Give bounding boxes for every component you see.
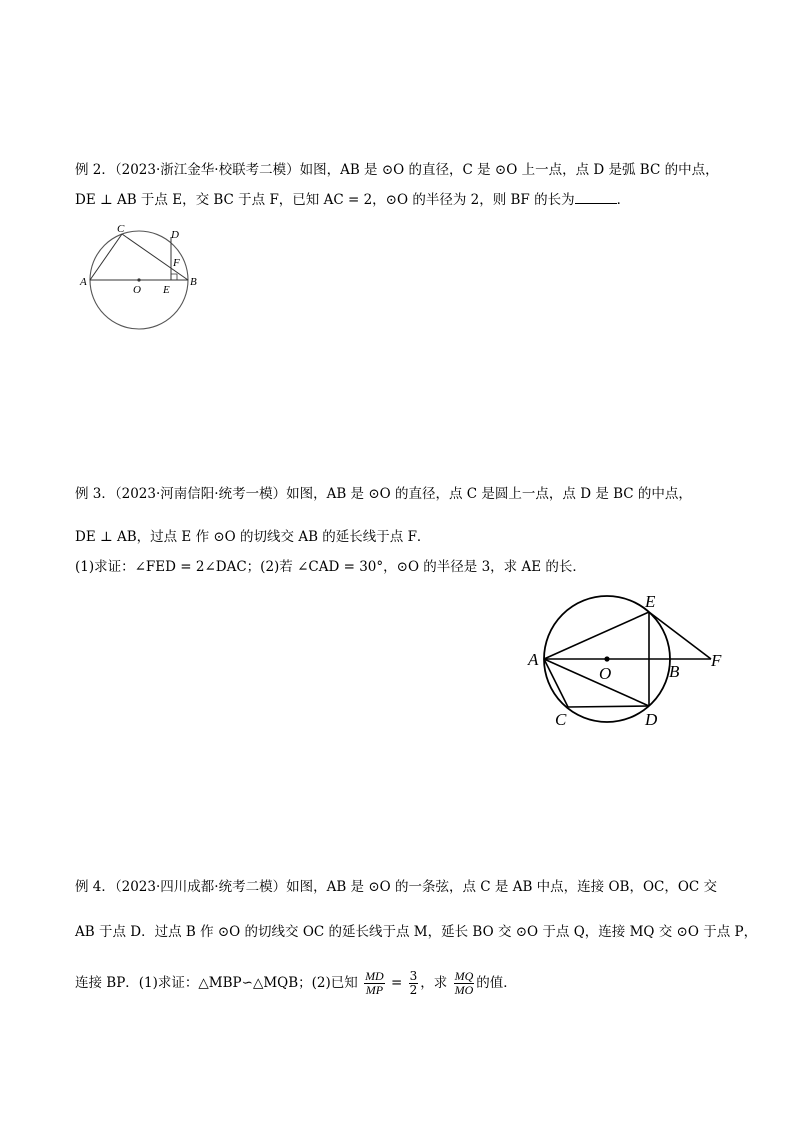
ex3-label-o: O (599, 664, 612, 683)
ex3-text2: DE ⊥ AB，过点 E 作 ⊙O 的切线交 AB 的延长线于点 F． (75, 529, 431, 545)
ex2-right-angle-mark (171, 274, 177, 280)
ex4-line3: 连接 BP．(1)求证：△MBP∽△MQB；(2)已知 $\frac{MD}{MP}$ = $\frac{3}{2}$ ，求 $\frac{MQ}{MO}$ 的值． (75, 969, 517, 997)
ex4-line1 (75, 877, 717, 897)
ex2-label-f: F (173, 257, 180, 269)
ex2-line2: DE ⊥ AB 于点 E，交 BC 于点 F，已知 AC = 2，⊙O 的半径为 2，则 BF 的长为 ． (75, 192, 631, 208)
ex3-label-c: C (555, 710, 567, 729)
ex2-label-c: C (117, 223, 125, 235)
ex2-text2: DE ⊥ AB 于点 E，交 BC 于点 F，已知 AC = 2，⊙O 的半径为 2，则 BF 的长为 (75, 192, 575, 208)
ex3-line1 (75, 484, 692, 504)
ex2-center-dot (137, 278, 140, 281)
ex4-frac-3-2: $\frac{3}{2}$ (409, 969, 418, 997)
ex3-label-b: B (669, 662, 680, 681)
ex2-label-b: B (190, 276, 197, 288)
ex3-label-a: A (528, 650, 539, 669)
ex3-center-dot (604, 656, 609, 661)
ex2-label-d: D (171, 229, 179, 241)
ex3-line3 (75, 557, 586, 577)
ex2-label-a: A (80, 276, 87, 288)
ex3-head: 例 3．（2023·河南信阳·统考一模） (75, 486, 287, 502)
ex2-figure (78, 218, 218, 338)
ex3-label-d: D (645, 710, 658, 729)
ex4-line2 (75, 922, 757, 942)
ex2-line1 (75, 160, 719, 180)
ex4-text3a: 连接 BP．(1)求证：△MBP∽△MQB；(2)已知 (75, 975, 358, 991)
ex3-chord-ae (544, 612, 649, 659)
ex3-figure (525, 585, 735, 735)
ex4-text2: AB 于点 D．过点 B 作 ⊙O 的切线交 OC 的延长线于点 M，延长 BO 交 ⊙O 于点 Q，连接 MQ 交 ⊙O 于点 P， (75, 924, 758, 940)
ex2-label-e: E (163, 284, 170, 296)
ex4-frac-mq-mo: $\frac{MQ}{MO}$ (454, 969, 474, 997)
ex3-label-f: F (711, 651, 722, 670)
ex3-line2 (75, 527, 430, 547)
ex4-frac-md-mp: $\frac{MD}{MP}$ (365, 969, 384, 997)
ex4-text1: 如图，AB 是 ⊙O 的一条弦，点 C 是 AB 中点，连接 OB，OC，OC 交 (286, 879, 718, 895)
ex3-label-e: E (645, 592, 656, 611)
ex2-chord-ac (90, 234, 122, 280)
ex3-text1: 如图，AB 是 ⊙O 的直径，点 C 是圆上一点，点 D 是 BC 的中点， (286, 486, 692, 502)
ex4-head: 例 4．（2023·四川成都·统考二模） (75, 879, 287, 895)
ex2-label-o: O (133, 284, 141, 296)
answer-blank[interactable] (575, 191, 617, 204)
ex2-text1: 如图，AB 是 ⊙O 的直径，C 是 ⊙O 上一点，点 D 是弧 BC 的中点， (299, 162, 719, 178)
ex2-head: 例 2．（2023·浙江金华·校联考二模） (75, 162, 300, 178)
ex3-chord-ac (544, 659, 568, 707)
ex3-tangent-ef (649, 612, 711, 659)
ex3-text3: (1)求证：∠FED = 2∠DAC；(2)若 ∠CAD = 30°，⊙O 的半径是 3，求 AE 的长． (75, 559, 586, 575)
ex3-chord-ad (544, 659, 649, 706)
ex3-chord-cd (568, 706, 649, 707)
